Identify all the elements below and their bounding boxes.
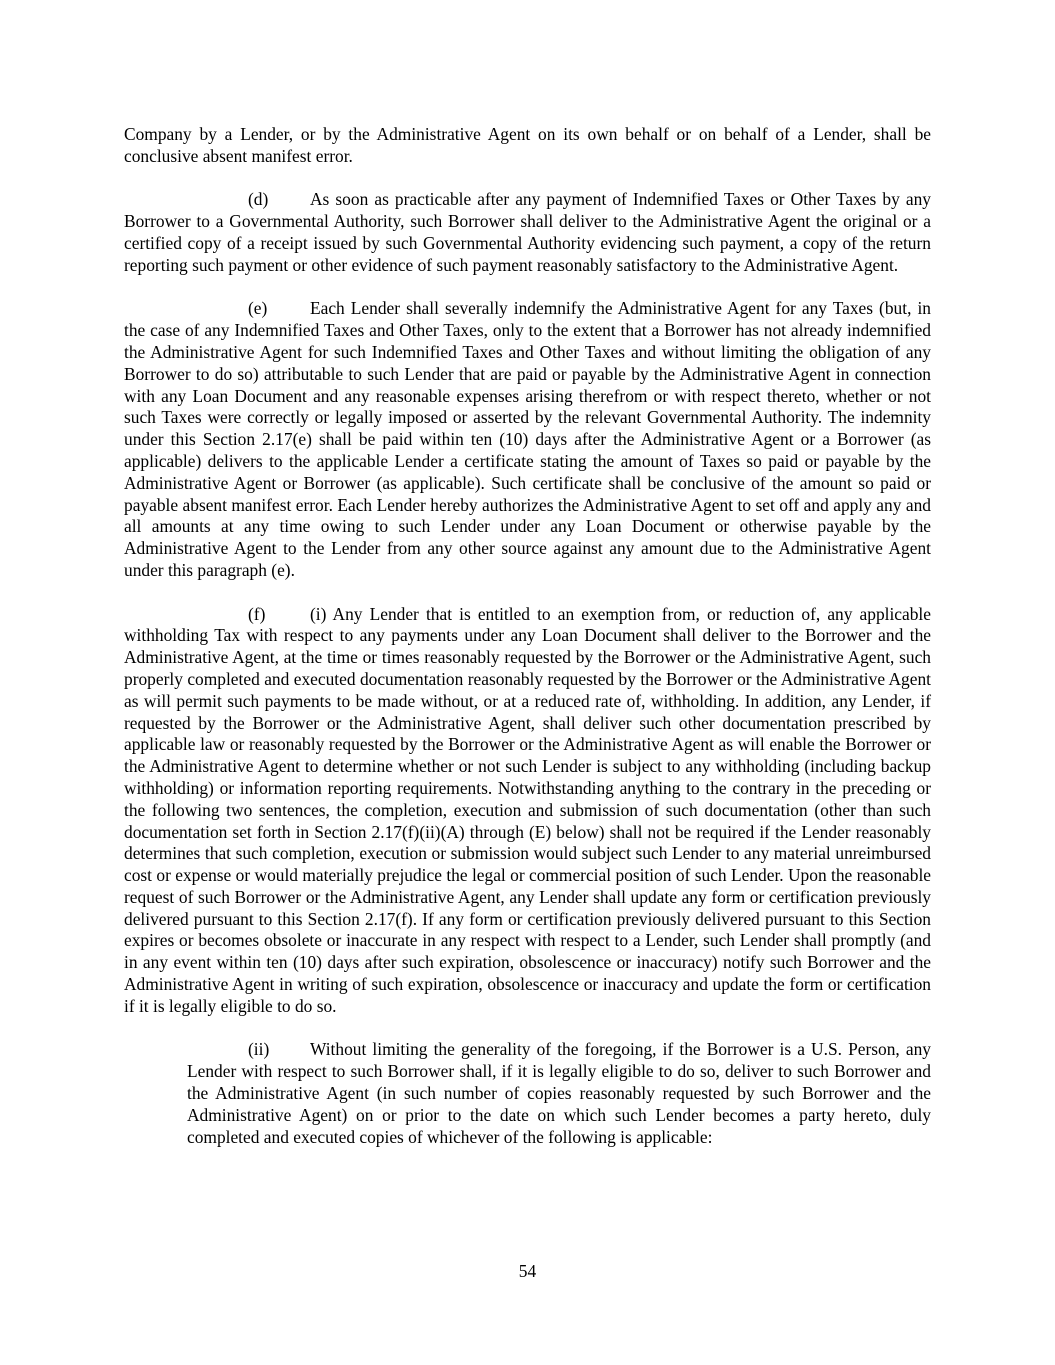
paragraph-d-text: As soon as practicable after any payment of Indemnified Taxes or Other Taxes by any Borrower to a Governmental Authority, such Borrower shall deliver to the Administrative Agent the original or a certified copy of a receipt issued by such Governmental Authority evidencing such payment, a copy of the return reporting such payment or other evidence of such payment reasonably satisfactory to the Administrative Agent. bbox=[124, 189, 931, 275]
paragraph-e-text: Each Lender shall severally indemnify the Administrative Agent for any Taxes (but, in the case of any Indemnified Taxes and Other Taxes, only to the extent that a Borrower has not already indemnified the Administrative Agent for such Indemnified Taxes and Other Taxes and without limiting the obligation of any Borrower to do so) attributable to such Lender that are paid or payable by the Administrative Agent in connection with any Loan Document and any reasonable expenses arising therefrom or with respect thereto, whether or not such Taxes were correctly or legally imposed or asserted by the relevant Governmental Authority. The indemnity under this Section 2.17(e) shall be paid within ten (10) days after the Administrative Agent or a Borrower (as applicable) delivers to the applicable Lender a certificate stating the amount of Taxes so paid or payable by the Administrative Agent or Borrower (as applicable). Such certificate shall be conclusive of the amount so paid or payable absent manifest error. Each Lender hereby authorizes the Administrative Agent to set off and apply any and all amounts at any time owing to such Lender under any Loan Document or otherwise payable by the Administrative Agent to the Lender from any other source against any amount due to the Administrative Agent under this paragraph (e). bbox=[124, 298, 931, 580]
paragraph-d-label: (d) bbox=[248, 189, 269, 210]
subparagraph-ii bbox=[187, 1039, 931, 1148]
paragraph-f-text: (i) Any Lender that is entitled to an exemption from, or reduction of, any applicable withholding Tax with respect to any payments under any Loan Document shall deliver to the Borrower and the Administrative Agent, at the time or times reasonably requested by the Borrower or the Administrative Agent, such properly completed and executed documentation reasonably requested by the Borrower or the Administrative Agent as will permit such payments to be made without, or at a reduced rate of, withholding. In addition, any Lender, if requested by the Borrower or the Administrative Agent, shall deliver such other documentation prescribed by applicable law or reasonably requested by the Borrower or the Administrative Agent as will enable the Borrower or the Administrative Agent to determine whether or not such Lender is subject to any withholding (including backup withholding) or information reporting requirements. Notwithstanding anything to the contrary in the preceding or the following two sentences, the completion, execution and submission of such documentation (other than such documentation set forth in Section 2.17(f)(ii)(A) through (E) below) shall not be required if the Lender reasonably determines that such completion, execution or submission would subject such Lender to any material unreimbursed cost or expense or would materially prejudice the legal or commercial position of such Lender. Upon the reasonable request of such Borrower or the Administrative Agent, any Lender shall update any form or certification previously delivered pursuant to this Section 2.17(f). If any form or certification previously delivered pursuant to this Section expires or becomes obsolete or inaccurate in any respect with respect to a Lender, such Lender shall promptly (and in any event within ten (10) days after such expiration, obsolescence or inaccuracy) notify such Borrower and the Administrative Agent in writing of such expiration, obsolescence or inaccuracy and update the form or certification if it is legally eligible to do so. bbox=[124, 603, 931, 1016]
continuation-paragraph: Company by a Lender, or by the Administrative Agent on its own behalf or on behalf of a Lender, shall be conclusive absent manifest error. bbox=[124, 124, 931, 166]
paragraph-f bbox=[124, 604, 931, 1018]
paragraph-d bbox=[124, 189, 931, 276]
subparagraph-ii-text: Without limiting the generality of the foregoing, if the Borrower is a U.S. Person, any Lender with respect to such Borrower shall, if it is legally eligible to do so, deliver to such Borrower and the Administrative Agent (in such number of copies reasonably requested by such Borrower and the Administrative Agent) on or prior to the date on which such Lender becomes a party hereto, duly completed and executed copies of whichever of the following is applicable: bbox=[187, 1039, 931, 1147]
paragraph-e bbox=[124, 298, 931, 581]
paragraph-e-label: (e) bbox=[248, 298, 268, 319]
document-body bbox=[124, 124, 931, 1148]
paragraph-f-label: (f) bbox=[248, 603, 266, 624]
subparagraph-ii-label: (ii) bbox=[248, 1039, 270, 1060]
page-number: 54 bbox=[518, 1261, 537, 1281]
